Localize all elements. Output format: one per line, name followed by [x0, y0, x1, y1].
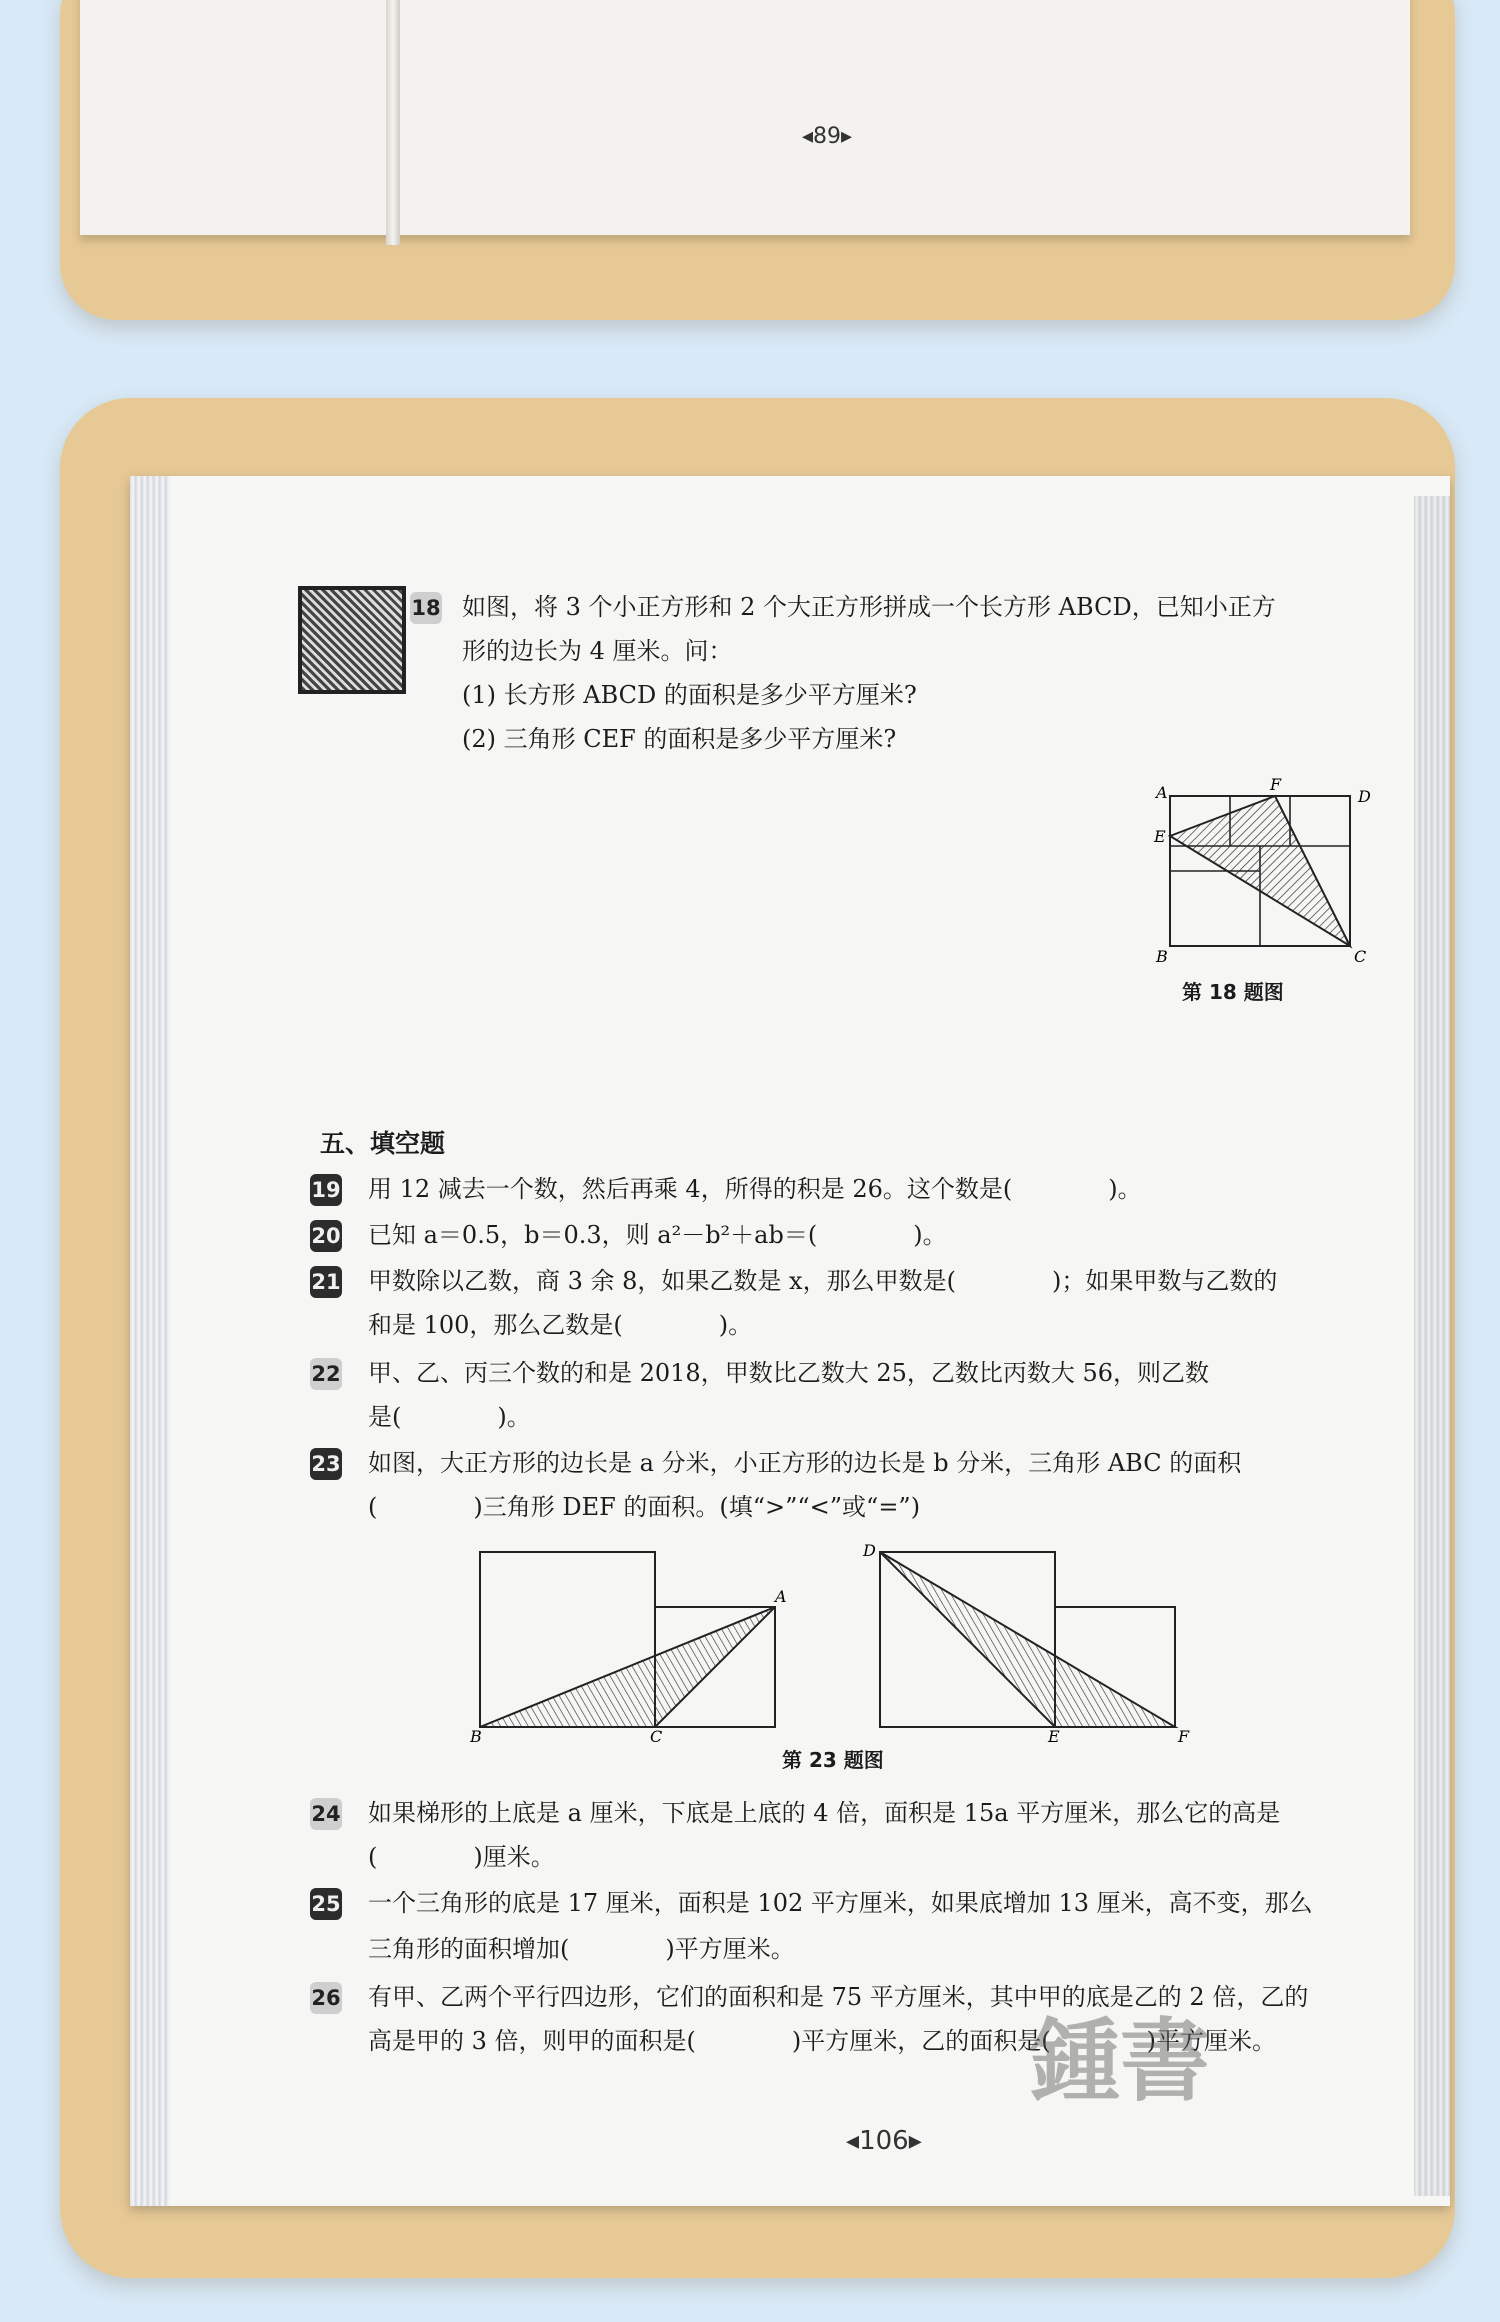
label-e-right: E — [1048, 1727, 1060, 1742]
top-page-number-text: 89 — [813, 124, 842, 149]
section-title: 五、填空题 — [320, 1129, 446, 1158]
question-number-21: 21 — [310, 1266, 342, 1298]
page-edge-right — [1414, 496, 1450, 2196]
q25-line2: 三角形的面积增加( )平方厘米。 — [368, 1935, 795, 1963]
label-c-left: C — [650, 1727, 663, 1742]
label-d: D — [1358, 787, 1371, 806]
bottom-page-number-text: 106 — [859, 2126, 909, 2156]
q23-figure — [470, 1542, 1230, 1742]
triangle-abc — [480, 1607, 775, 1727]
top-page-number: ◂89▸ — [802, 124, 853, 149]
label-e: E — [1154, 827, 1166, 846]
q24-line1: 如果梯形的上底是 a 厘米，下底是上底的 4 倍，面积是 15a 平方厘米，那么它的高是 — [368, 1799, 1281, 1827]
label-f: F — [1270, 776, 1282, 794]
question-number-23: 23 — [310, 1448, 342, 1480]
q22-line1: 甲、乙、丙三个数的和是 2018，甲数比乙数大 25，乙数比丙数大 56，则乙数 — [368, 1359, 1210, 1387]
question-number-22: 22 — [310, 1358, 342, 1390]
q26-line1: 有甲、乙两个平行四边形，它们的面积和是 75 平方厘米，其中甲的底是乙的 2 倍，乙的 — [368, 1983, 1309, 2011]
q24-line2: ( )厘米。 — [368, 1843, 555, 1871]
label-c: C — [1354, 947, 1367, 966]
label-d-right: D — [863, 1542, 876, 1560]
q21-line1: 甲数除以乙数，商 3 余 8，如果乙数是 x，那么甲数是( )；如果甲数与乙数的 — [368, 1267, 1278, 1295]
bottom-book-card — [60, 398, 1455, 2278]
page-edge-left — [130, 476, 170, 2206]
q22-line2: 是( )。 — [368, 1403, 531, 1431]
question-number-24: 24 — [310, 1798, 342, 1830]
book-page — [130, 476, 1450, 2206]
q18-line2: 形的边长为 4 厘米。问： — [462, 637, 733, 665]
q18-part1: (1) 长方形 ABCD 的面积是多少平方厘米? — [462, 681, 917, 709]
question-number-18: 18 — [410, 592, 442, 624]
bottom-page-number: ◂106▸ — [846, 2126, 922, 2156]
label-b-left: B — [470, 1727, 482, 1742]
watermark-text: 鍾書 — [1030, 2008, 1210, 2114]
q23-line2: ( )三角形 DEF 的面积。(填“>”“<”或“=”) — [368, 1493, 921, 1521]
q18-caption: 第 18 题图 — [1182, 980, 1284, 1004]
qr-code — [298, 586, 406, 694]
top-book-card — [60, 0, 1455, 320]
q23-caption: 第 23 题图 — [782, 1748, 884, 1772]
question-number-20: 20 — [310, 1220, 342, 1252]
q18-line1: 如图，将 3 个小正方形和 2 个大正方形拼成一个长方形 ABCD，已知小正方 — [462, 593, 1276, 621]
q23-line1: 如图，大正方形的边长是 a 分米，小正方形的边长是 b 分米，三角形 ABC 的面积 — [368, 1449, 1242, 1477]
label-a: A — [1156, 783, 1168, 802]
question-number-26: 26 — [310, 1982, 342, 2014]
q18-figure — [1130, 776, 1390, 976]
q20-line1: 已知 a＝0.5，b＝0.3，则 a²－b²＋ab＝( )。 — [368, 1221, 947, 1249]
top-book-spine — [386, 0, 400, 245]
label-a-left: A — [775, 1587, 787, 1606]
triangle-def — [880, 1552, 1175, 1727]
watermark-logo — [1030, 1988, 1210, 2118]
question-number-25: 25 — [310, 1888, 342, 1920]
q18-part2: (2) 三角形 CEF 的面积是多少平方厘米? — [462, 725, 897, 753]
top-book-page — [80, 0, 1410, 235]
q19-line1: 用 12 减去一个数，然后再乘 4，所得的积是 26。这个数是( )。 — [368, 1175, 1142, 1203]
q25-line1: 一个三角形的底是 17 厘米，面积是 102 平方厘米，如果底增加 13 厘米，高不变，那么 — [368, 1889, 1313, 1917]
q21-line2: 和是 100，那么乙数是( )。 — [368, 1311, 753, 1339]
label-b: B — [1156, 947, 1168, 966]
question-number-19: 19 — [310, 1174, 342, 1206]
label-f-right: F — [1178, 1727, 1190, 1742]
q26-line2: 高是甲的 3 倍，则甲的面积是( )平方厘米，乙的面积是( )平方厘米。 — [368, 2027, 1276, 2055]
